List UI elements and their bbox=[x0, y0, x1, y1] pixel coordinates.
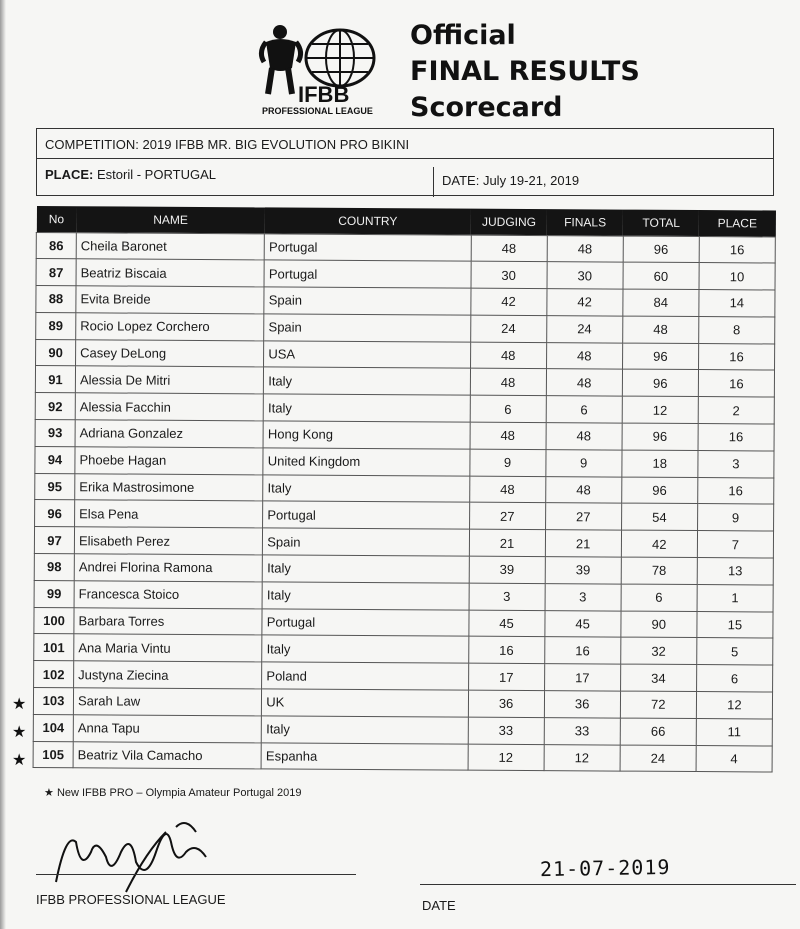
final-place: 10 bbox=[699, 263, 775, 290]
document-title bbox=[410, 18, 640, 126]
competitor-name: Beatriz Vila Camacho bbox=[73, 741, 261, 769]
total-score: 34 bbox=[620, 664, 696, 691]
finals-score: 48 bbox=[547, 235, 623, 262]
finals-score: 17 bbox=[544, 664, 620, 691]
competitor-name: Justyna Ziecina bbox=[74, 661, 262, 689]
judging-score: 27 bbox=[469, 503, 545, 530]
date-value: July 19-21, 2019 bbox=[482, 173, 580, 188]
total-score: 24 bbox=[620, 745, 696, 772]
logo-subtitle: PROFESSIONAL LEAGUE bbox=[262, 106, 373, 116]
judging-score: 16 bbox=[468, 637, 544, 664]
competitor-country: Espanha bbox=[261, 743, 467, 771]
judging-score: 39 bbox=[469, 556, 545, 583]
finals-score: 16 bbox=[544, 637, 620, 664]
final-place: 2 bbox=[698, 397, 774, 424]
final-place: 16 bbox=[698, 370, 774, 397]
place-date-row bbox=[37, 159, 773, 197]
competitor-country: Italy bbox=[263, 394, 469, 422]
competitor-number: 92 bbox=[35, 393, 75, 420]
header-no: No bbox=[36, 206, 76, 232]
date-field bbox=[433, 167, 587, 197]
results-table bbox=[33, 206, 776, 773]
judging-score: 42 bbox=[470, 288, 546, 315]
total-score: 66 bbox=[620, 718, 696, 745]
judging-score: 48 bbox=[470, 422, 546, 449]
total-score: 96 bbox=[623, 236, 699, 263]
final-place: 6 bbox=[696, 665, 772, 692]
final-place: 9 bbox=[697, 504, 773, 531]
finals-score: 30 bbox=[547, 262, 623, 289]
competitor-name: Francesca Stoico bbox=[74, 581, 262, 609]
total-score: 18 bbox=[622, 450, 698, 477]
star-icon: ★ bbox=[12, 696, 27, 713]
judging-score: 48 bbox=[471, 235, 547, 262]
handwritten-date: 21-07-2019 bbox=[539, 854, 671, 882]
competitor-number: 89 bbox=[36, 312, 76, 339]
title-line-official: Official bbox=[410, 20, 516, 51]
total-score: 42 bbox=[621, 530, 697, 557]
total-score: 60 bbox=[623, 262, 699, 289]
final-place: 7 bbox=[697, 531, 773, 558]
final-place: 3 bbox=[698, 450, 774, 477]
total-score: 96 bbox=[622, 423, 698, 450]
competitor-country: Portugal bbox=[264, 233, 470, 261]
total-score: 32 bbox=[620, 638, 696, 665]
competitor-country: Portugal bbox=[263, 501, 469, 529]
judging-score: 48 bbox=[470, 369, 546, 396]
competitor-name: Elsa Pena bbox=[75, 500, 263, 528]
finals-score: 12 bbox=[544, 744, 620, 771]
competitor-name: Andrei Florina Ramona bbox=[74, 554, 262, 582]
competitor-number: 102 bbox=[34, 661, 74, 688]
competitor-name: Barbara Torres bbox=[74, 607, 262, 635]
competitor-name: Beatriz Biscaia bbox=[76, 259, 264, 287]
star-icon: ★ bbox=[12, 752, 27, 769]
competitor-number: 100 bbox=[34, 607, 74, 634]
final-place: 4 bbox=[696, 745, 772, 772]
final-place: 12 bbox=[696, 692, 772, 719]
results-body bbox=[33, 232, 775, 772]
final-place: 11 bbox=[696, 718, 772, 745]
judging-score: 48 bbox=[469, 476, 545, 503]
competitor-country: Spain bbox=[264, 314, 470, 342]
competitor-country: Italy bbox=[262, 635, 468, 663]
competitor-number: 99 bbox=[34, 580, 74, 607]
competitor-number: 104 bbox=[33, 714, 73, 741]
competitor-name: Evita Breide bbox=[76, 286, 264, 314]
judging-score: 48 bbox=[470, 342, 546, 369]
competitor-country: Poland bbox=[262, 662, 468, 690]
date-label: DATE: bbox=[442, 173, 480, 188]
judging-score: 6 bbox=[470, 395, 546, 422]
competitor-country: Portugal bbox=[262, 609, 468, 637]
competitor-number: 101 bbox=[34, 634, 74, 661]
judging-score: 17 bbox=[468, 663, 544, 690]
competitor-country: Portugal bbox=[264, 260, 470, 288]
finals-score: 24 bbox=[546, 316, 622, 343]
finals-score: 21 bbox=[545, 530, 621, 557]
judging-score: 21 bbox=[469, 529, 545, 556]
competitor-name: Casey DeLong bbox=[76, 339, 264, 367]
final-place: 16 bbox=[698, 424, 774, 451]
total-score: 96 bbox=[622, 343, 698, 370]
title-line-scorecard: Scorecard bbox=[410, 92, 563, 123]
competitor-name: Cheila Baronet bbox=[76, 232, 264, 260]
header-name: NAME bbox=[76, 206, 264, 233]
total-score: 48 bbox=[622, 316, 698, 343]
judging-score: 36 bbox=[468, 690, 544, 717]
judging-score: 3 bbox=[469, 583, 545, 610]
competitor-name: Ana Maria Vintu bbox=[74, 634, 262, 662]
competitor-country: USA bbox=[264, 341, 470, 369]
competitor-number: 96 bbox=[35, 500, 75, 527]
paper-edge-shadow bbox=[0, 0, 6, 929]
signature-line bbox=[36, 874, 356, 875]
competitor-number: 88 bbox=[36, 286, 76, 313]
competitor-name: Rocio Lopez Corchero bbox=[76, 313, 264, 341]
competitor-country: Italy bbox=[262, 716, 468, 744]
competitor-country: Spain bbox=[263, 528, 469, 556]
date-line-label: DATE bbox=[422, 898, 456, 913]
finals-score: 48 bbox=[546, 423, 622, 450]
header-total: TOTAL bbox=[623, 210, 699, 236]
title-line-final-results: FINAL RESULTS bbox=[410, 56, 640, 87]
header-country: COUNTRY bbox=[265, 207, 471, 234]
final-place: 16 bbox=[698, 343, 774, 370]
total-score: 96 bbox=[621, 477, 697, 504]
place-value: Estoril - PORTUGAL bbox=[97, 167, 216, 182]
total-score: 78 bbox=[621, 557, 697, 584]
competitor-name: Adriana Gonzalez bbox=[75, 420, 263, 448]
competitor-number: 105 bbox=[33, 741, 73, 768]
final-place: 13 bbox=[697, 558, 773, 585]
competitor-country: Italy bbox=[263, 555, 469, 583]
competitor-name: Elisabeth Perez bbox=[74, 527, 262, 555]
finals-score: 27 bbox=[545, 503, 621, 530]
competitor-number: 91 bbox=[35, 366, 75, 393]
competition-info-box bbox=[36, 128, 774, 196]
place-field bbox=[45, 167, 216, 182]
competition-label: COMPETITION: bbox=[45, 137, 139, 152]
competitor-name: Sarah Law bbox=[73, 688, 261, 716]
bodybuilder-figure-icon bbox=[261, 25, 300, 94]
finals-score: 36 bbox=[544, 691, 620, 718]
finals-score: 45 bbox=[545, 610, 621, 637]
competitor-number: 98 bbox=[34, 554, 74, 581]
judging-score: 33 bbox=[468, 717, 544, 744]
judging-score: 9 bbox=[469, 449, 545, 476]
competitor-name: Erika Mastrosimone bbox=[75, 473, 263, 501]
competition-value: 2019 IFBB MR. BIG EVOLUTION PRO BIKINI bbox=[142, 137, 410, 152]
competitor-country: Hong Kong bbox=[263, 421, 469, 449]
header-place: PLACE bbox=[699, 210, 775, 236]
date-line bbox=[420, 884, 796, 885]
total-score: 12 bbox=[622, 396, 698, 423]
judging-score: 24 bbox=[470, 315, 546, 342]
total-score: 84 bbox=[623, 289, 699, 316]
table-row bbox=[33, 741, 772, 772]
competitor-number: 94 bbox=[35, 446, 75, 473]
competitor-name: Alessia De Mitri bbox=[75, 366, 263, 394]
competitor-country: Spain bbox=[264, 287, 470, 315]
competitor-number: 97 bbox=[34, 527, 74, 554]
star-icon: ★ bbox=[44, 787, 54, 799]
star-icon: ★ bbox=[12, 724, 27, 741]
finals-score: 48 bbox=[546, 369, 622, 396]
total-score: 72 bbox=[620, 691, 696, 718]
competition-row bbox=[37, 129, 773, 159]
competitor-country: Italy bbox=[264, 367, 470, 395]
competitor-number: 103 bbox=[33, 688, 73, 715]
judging-score: 12 bbox=[468, 744, 544, 771]
total-score: 90 bbox=[621, 611, 697, 638]
finals-score: 6 bbox=[546, 396, 622, 423]
competitor-name: Anna Tapu bbox=[73, 715, 261, 743]
finals-score: 33 bbox=[544, 717, 620, 744]
competitor-number: 90 bbox=[36, 339, 76, 366]
finals-score: 48 bbox=[545, 476, 621, 503]
competitor-country: Italy bbox=[263, 475, 469, 503]
competitor-number: 86 bbox=[36, 232, 76, 259]
finals-score: 9 bbox=[546, 449, 622, 476]
footnote bbox=[44, 786, 302, 799]
finals-score: 39 bbox=[545, 557, 621, 584]
final-place: 1 bbox=[697, 584, 773, 611]
competitor-number: 95 bbox=[35, 473, 75, 500]
competitor-country: United Kingdom bbox=[263, 448, 469, 476]
competitor-country: Italy bbox=[262, 582, 468, 610]
signature-label: IFBB PROFESSIONAL LEAGUE bbox=[36, 892, 226, 907]
final-place: 16 bbox=[699, 236, 775, 263]
competitor-number: 93 bbox=[35, 420, 75, 447]
place-label: PLACE: bbox=[45, 167, 94, 182]
ifbb-logo bbox=[256, 18, 396, 118]
final-place: 15 bbox=[697, 611, 773, 638]
header-judging: JUDGING bbox=[471, 209, 547, 235]
competitor-country: UK bbox=[262, 689, 468, 717]
judging-score: 30 bbox=[471, 261, 547, 288]
finals-score: 48 bbox=[546, 342, 622, 369]
final-place: 16 bbox=[698, 477, 774, 504]
total-score: 6 bbox=[621, 584, 697, 611]
total-score: 96 bbox=[622, 370, 698, 397]
finals-score: 3 bbox=[545, 583, 621, 610]
total-score: 54 bbox=[621, 504, 697, 531]
competitor-number: 87 bbox=[36, 259, 76, 286]
logo-ifbb-text: IFBB bbox=[298, 82, 350, 107]
competitor-name: Alessia Facchin bbox=[75, 393, 263, 421]
final-place: 5 bbox=[697, 638, 773, 665]
finals-score: 42 bbox=[546, 289, 622, 316]
footnote-text: New IFBB PRO – Olympia Amateur Portugal 2019 bbox=[56, 787, 302, 799]
judging-score: 45 bbox=[468, 610, 544, 637]
header-finals: FINALS bbox=[547, 209, 623, 235]
signature-scribble bbox=[36, 812, 266, 902]
competitor-name: Phoebe Hagan bbox=[75, 447, 263, 475]
final-place: 8 bbox=[699, 316, 775, 343]
final-place: 14 bbox=[699, 290, 775, 317]
